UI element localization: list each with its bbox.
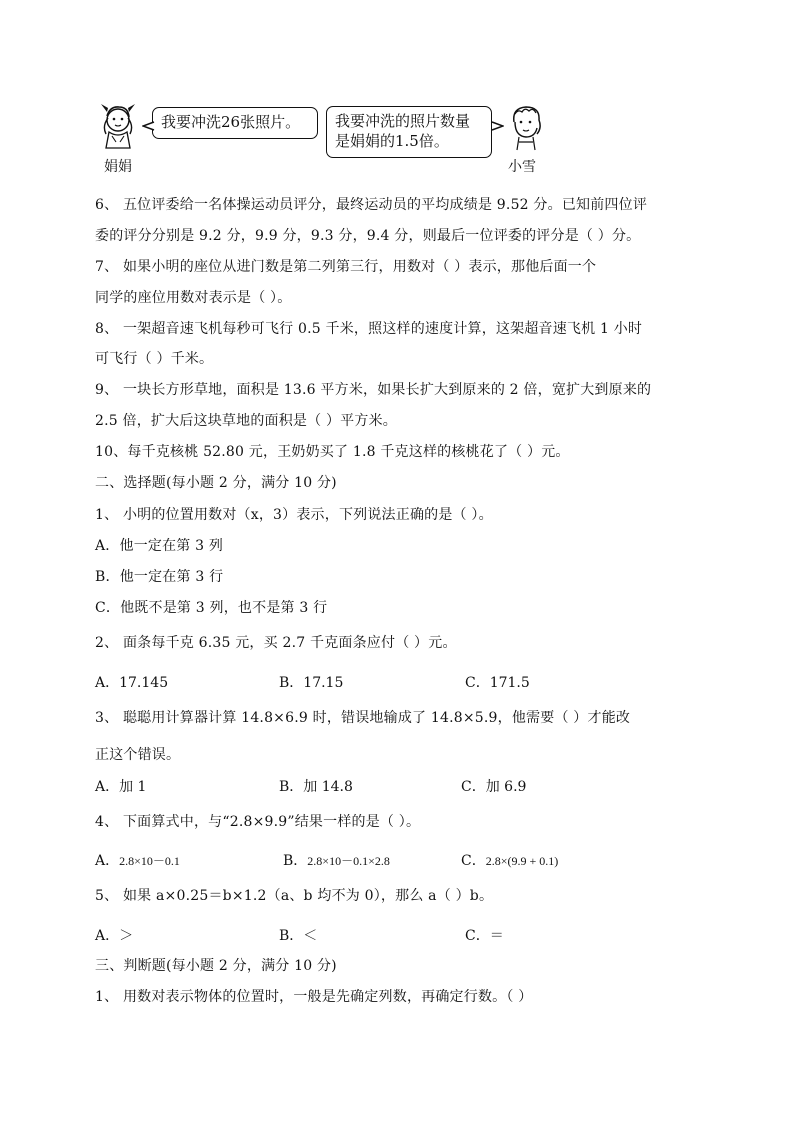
bubble-tail-icon <box>142 120 156 132</box>
choice-2-option-a: A．17.145 <box>95 675 169 691</box>
choice-5-stem: 5、 如果 a×0.25＝b×1.2（a、b 均不为 0），那么 a（ ）b。 <box>95 888 494 904</box>
question-6-line2: 委的评分分别是 9.2 分，9.9 分，9.3 分，9.4 分，则最后一位评委的评分是（ ）分。 <box>95 228 641 244</box>
bubble-juanjuan-text: 我要冲洗26张照片。 <box>161 113 301 131</box>
judge-1: 1、 用数对表示物体的位置时，一般是先确定列数，再确定行数。（ ） <box>95 989 533 1005</box>
girl-figure-icon <box>92 98 142 150</box>
name-juanjuan: 娟娟 <box>104 159 132 175</box>
section-2-title: 二、选择题(每小题 2 分，满分 10 分) <box>95 475 337 491</box>
option-label: C． <box>461 853 486 869</box>
boy-figure-icon <box>504 102 548 152</box>
speech-bubble-xiaoxue <box>326 106 492 158</box>
choice-5-option-a: A．＞ <box>95 928 134 944</box>
choice-4-stem: 4、 下面算式中，与“2.8×9.9”结果一样的是（ ）。 <box>95 814 421 830</box>
choice-1-option-c: C．他既不是第 3 列，也不是第 3 行 <box>95 600 328 616</box>
formula-c: 2.8×(9.9 + 0.1) <box>485 854 559 868</box>
choice-3-option-a: A．加 1 <box>95 779 147 795</box>
name-xiaoxue: 小雪 <box>508 159 536 175</box>
formula-a: 2.8×10－0.1 <box>119 854 180 868</box>
section-3-title: 三、判断题(每小题 2 分，满分 10 分) <box>95 958 337 974</box>
question-8-line1: 8、 一架超音速飞机每秒可飞行 0.5 千米，照这样的速度计算，这架超音速飞机 1 小时 <box>95 321 643 337</box>
choice-3-option-b: B．加 14.8 <box>279 779 353 795</box>
choice-3-option-c: C．加 6.9 <box>461 779 527 795</box>
choice-5-option-c: C．＝ <box>465 928 504 944</box>
question-6-line1: 6、 五位评委给一名体操运动员评分，最终运动员的平均成绩是 9.52 分。已知前四位评 <box>95 197 648 213</box>
option-label: A． <box>95 853 120 869</box>
choice-1-option-b: B．他一定在第 3 行 <box>95 569 224 585</box>
choice-1-option-a: A．他一定在第 3 列 <box>95 538 224 554</box>
choice-3-stem-line1: 3、 聪聪用计算器计算 14.8×6.9 时，错误地输成了 14.8×5.9，他需要（ ）才能改 <box>95 710 631 726</box>
question-9-line2: 2.5 倍，扩大后这块草地的面积是（ ）平方米。 <box>95 413 397 429</box>
formula-b: 2.8×10－0.1×2.8 <box>307 854 390 868</box>
dialogue-illustration <box>90 98 570 178</box>
choice-2-option-c: C．171.5 <box>465 675 530 691</box>
bubble-xiaoxue-line2: 是娟娟的1.5倍。 <box>335 132 449 150</box>
choice-1-stem: 1、 小明的位置用数对（x，3）表示，下列说法正确的是（ ）。 <box>95 507 493 523</box>
choice-4-option-c <box>461 850 558 870</box>
question-9-line1: 9、 一块长方形草地，面积是 13.6 平方米，如果长扩大到原来的 2 倍，宽扩大到原来的 <box>95 382 652 398</box>
choice-4-option-b <box>283 850 390 870</box>
choice-4-option-a <box>95 850 180 870</box>
question-8-line2: 可飞行（ ）千米。 <box>95 351 214 367</box>
question-7-line1: 7、 如果小明的座位从进门数是第二列第三行，用数对（ ）表示，那他后面一个 <box>95 259 597 275</box>
choice-2-option-b: B．17.15 <box>279 675 344 691</box>
choice-5-option-b: B．＜ <box>279 928 318 944</box>
question-10-line1: 10、每千克核桃 52.80 元，王奶奶买了 1.8 千克这样的核桃花了（ ）元。 <box>95 444 570 460</box>
bubble-tail-icon <box>490 120 504 132</box>
choice-2-stem: 2、 面条每千克 6.35 元，买 2.7 千克面条应付（ ）元。 <box>95 635 457 651</box>
choice-3-stem-line2: 正这个错误。 <box>95 747 181 763</box>
speech-bubble-juanjuan <box>152 107 318 139</box>
bubble-xiaoxue-line1: 我要冲洗的照片数量 <box>335 112 471 130</box>
question-7-line2: 同学的座位用数对表示是（ ）。 <box>95 290 292 306</box>
option-label: B． <box>283 853 308 869</box>
